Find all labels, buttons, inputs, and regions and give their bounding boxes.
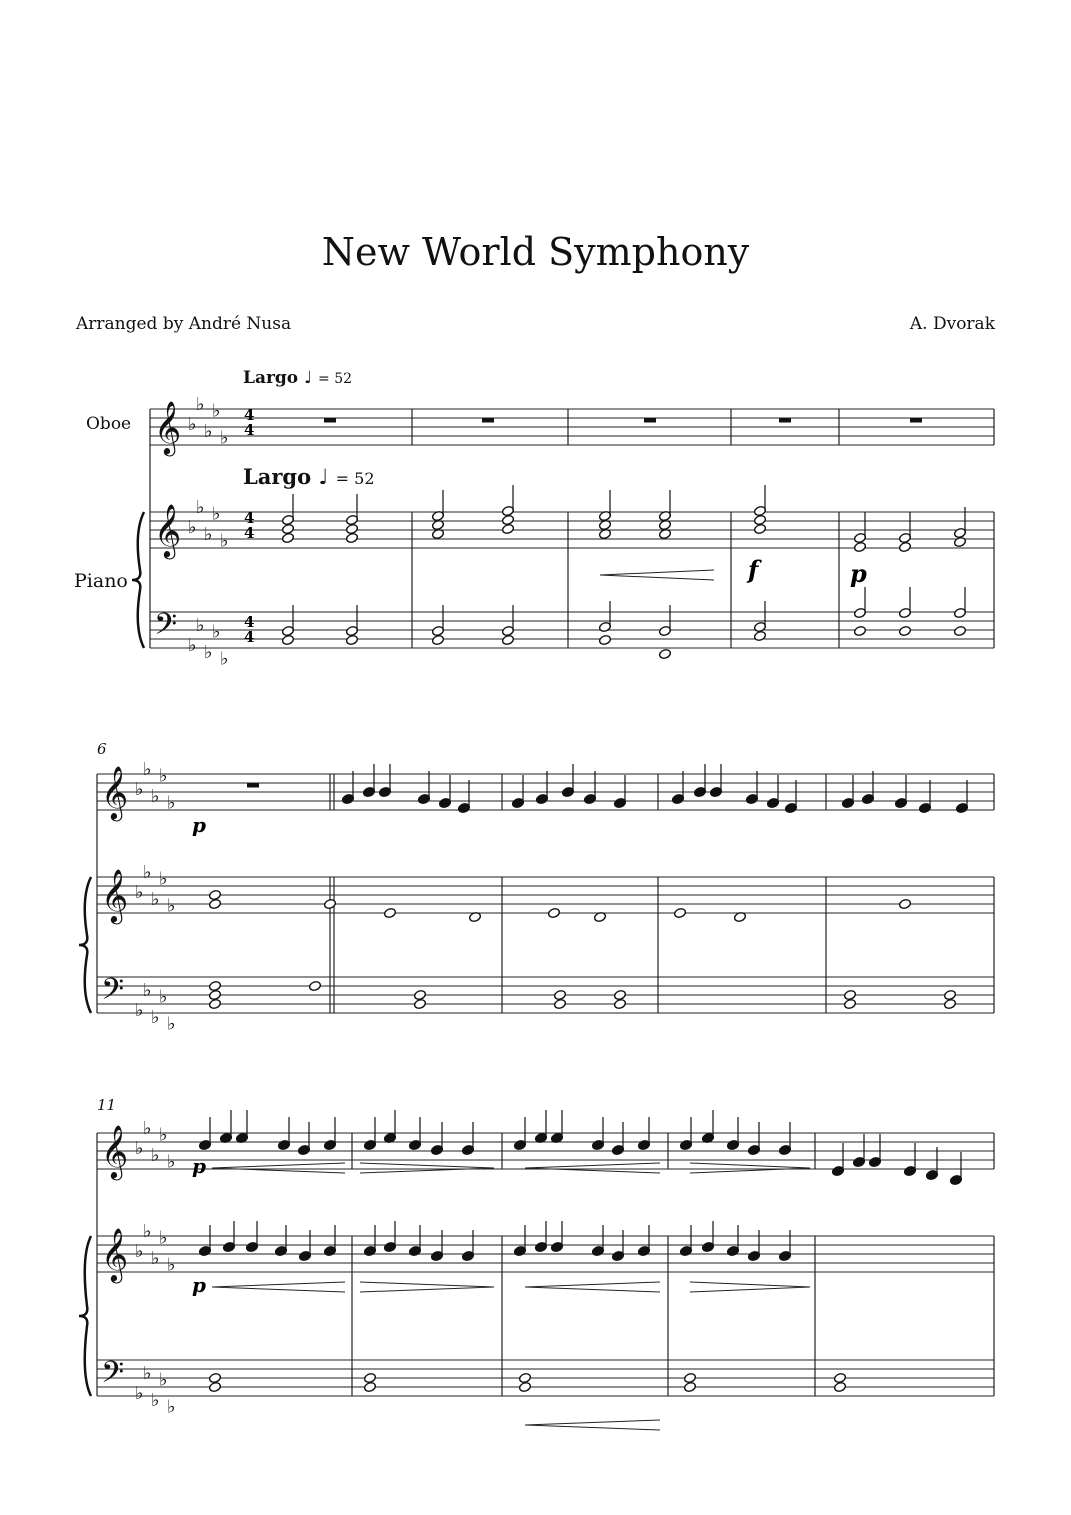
flat-icon: ♭ xyxy=(212,503,221,525)
flat-icon: ♭ xyxy=(143,1220,152,1242)
notehead xyxy=(898,625,911,636)
notehead xyxy=(208,998,221,1009)
flat-icon: ♭ xyxy=(167,792,176,814)
tempo-word: Largo xyxy=(243,464,312,489)
crescendo-hairpin xyxy=(525,1163,660,1173)
notehead xyxy=(673,907,686,918)
notehead xyxy=(208,989,221,1000)
notehead xyxy=(553,998,566,1009)
oboe-label: Oboe xyxy=(86,414,132,434)
crescendo-hairpin xyxy=(525,1420,660,1430)
notehead xyxy=(843,998,856,1009)
flat-icon: ♭ xyxy=(143,758,152,780)
flat-icon: ♭ xyxy=(167,895,176,917)
crescendo-hairpin xyxy=(212,1163,345,1173)
notehead xyxy=(658,648,671,659)
dynamic-piano: p xyxy=(192,813,206,837)
notehead xyxy=(413,989,426,1000)
dynamic-piano: p xyxy=(192,1273,206,1297)
flat-icon: ♭ xyxy=(220,648,229,670)
notehead xyxy=(843,989,856,1000)
flat-icon: ♭ xyxy=(167,1396,176,1418)
page-title: New World Symphony xyxy=(321,230,750,274)
whole-rest-icon xyxy=(482,418,494,423)
metronome-note-glyph: ♩ xyxy=(318,465,329,489)
notehead xyxy=(281,634,294,645)
notehead xyxy=(683,1381,696,1392)
flat-icon: ♭ xyxy=(135,779,144,800)
flat-icon: ♭ xyxy=(196,393,205,415)
time-sig-top: 4 xyxy=(244,613,255,631)
brace-icon xyxy=(79,877,91,1013)
diminuendo-hairpin xyxy=(360,1163,494,1173)
whole-rest-icon xyxy=(644,418,656,423)
whole-rest-icon xyxy=(247,783,259,788)
time-sig-bottom: 4 xyxy=(244,421,255,439)
notehead xyxy=(208,1372,221,1383)
bass-clef-icon: 𝄢 xyxy=(101,1356,125,1397)
flat-icon: ♭ xyxy=(167,1254,176,1276)
composer-credit: A. Dvorak xyxy=(909,314,995,334)
notehead xyxy=(943,998,956,1009)
notehead xyxy=(898,541,911,552)
treble-clef-icon: 𝄞 xyxy=(154,400,182,454)
time-signature-oboe xyxy=(244,406,254,439)
time-sig-top: 4 xyxy=(244,509,255,527)
notehead xyxy=(833,1381,846,1392)
notehead xyxy=(898,898,911,909)
notehead xyxy=(281,532,294,543)
hairpins xyxy=(212,570,810,1430)
diminuendo-hairpin xyxy=(690,1163,810,1173)
diminuendo-hairpin xyxy=(690,1282,810,1292)
flat-icon: ♭ xyxy=(204,641,213,663)
treble-clef-icon: 𝄞 xyxy=(101,1227,129,1281)
metronome-value: = 52 xyxy=(318,371,353,387)
flat-icon: ♭ xyxy=(188,635,197,656)
flat-icon: ♭ xyxy=(188,517,197,538)
notehead xyxy=(753,630,766,641)
notehead xyxy=(853,541,866,552)
flat-icon: ♭ xyxy=(143,979,152,1001)
notehead xyxy=(853,625,866,636)
notehead xyxy=(953,536,966,547)
notehead xyxy=(613,989,626,1000)
flat-icon: ♭ xyxy=(159,765,168,787)
notehead xyxy=(345,634,358,645)
notehead xyxy=(833,1372,846,1383)
notehead xyxy=(501,523,514,534)
notehead xyxy=(501,514,514,525)
dynamic-piano: p xyxy=(850,559,867,588)
flat-icon: ♭ xyxy=(135,1383,144,1404)
whole-rest-icon xyxy=(910,418,922,423)
time-sig-bottom: 4 xyxy=(244,524,255,542)
notehead xyxy=(547,907,560,918)
flat-icon: ♭ xyxy=(151,785,160,807)
treble-clef-icon: 𝄞 xyxy=(154,503,182,557)
flat-icon: ♭ xyxy=(167,1013,176,1035)
measure-number-system-3: 11 xyxy=(97,1096,117,1114)
whole-rests xyxy=(247,418,922,788)
flat-icon: ♭ xyxy=(167,1151,176,1173)
notehead xyxy=(518,1372,531,1383)
metronome-value: = 52 xyxy=(335,469,375,488)
flat-icon: ♭ xyxy=(151,1389,160,1411)
flat-icon: ♭ xyxy=(135,1138,144,1159)
notehead xyxy=(553,989,566,1000)
brace-icon xyxy=(79,1236,91,1396)
flat-icon: ♭ xyxy=(196,614,205,636)
arranger-credit: Arranged by André Nusa xyxy=(76,314,292,334)
flat-icon: ♭ xyxy=(196,496,205,518)
notehead xyxy=(281,523,294,534)
crescendo-hairpin xyxy=(600,570,714,580)
notehead xyxy=(345,532,358,543)
notehead xyxy=(383,907,396,918)
dynamic-piano: p xyxy=(192,1154,206,1178)
time-signature-piano-lh xyxy=(244,613,254,646)
notehead xyxy=(753,514,766,525)
bass-clef-icon: 𝄢 xyxy=(154,608,178,649)
diminuendo-hairpin xyxy=(360,1282,494,1292)
notehead xyxy=(598,634,611,645)
flat-icon: ♭ xyxy=(143,1117,152,1139)
notehead xyxy=(208,898,221,909)
flat-icon: ♭ xyxy=(159,1227,168,1249)
notehead xyxy=(431,634,444,645)
bass-clef-icon: 𝄢 xyxy=(101,973,125,1014)
whole-rest-icon xyxy=(324,418,336,423)
notehead xyxy=(363,1372,376,1383)
flat-icon: ♭ xyxy=(204,420,213,442)
brace-icon xyxy=(132,512,144,648)
tempo-word: Largo xyxy=(243,368,299,388)
crescendo-hairpin xyxy=(525,1282,660,1292)
flat-icon: ♭ xyxy=(188,414,197,435)
flat-icon: ♭ xyxy=(212,400,221,422)
notehead xyxy=(683,1372,696,1383)
notehead xyxy=(208,1381,221,1392)
time-signature-piano-rh xyxy=(244,509,254,542)
measure-number-system-2: 6 xyxy=(97,740,107,758)
flat-icon: ♭ xyxy=(143,1362,152,1384)
flat-icon: ♭ xyxy=(220,427,229,449)
flat-icon: ♭ xyxy=(212,621,221,643)
flat-icon: ♭ xyxy=(151,1247,160,1269)
flat-icon: ♭ xyxy=(159,868,168,890)
whole-rest-icon xyxy=(779,418,791,423)
notehead xyxy=(345,523,358,534)
flat-icon: ♭ xyxy=(159,1369,168,1391)
flat-icon: ♭ xyxy=(204,523,213,545)
time-sig-bottom: 4 xyxy=(244,628,255,646)
crescendo-hairpin xyxy=(212,1282,345,1292)
notehead xyxy=(518,1381,531,1392)
notehead xyxy=(308,980,321,991)
notehead xyxy=(613,998,626,1009)
treble-clef-icon: 𝄞 xyxy=(101,1124,129,1178)
treble-clef-icon: 𝄞 xyxy=(101,868,129,922)
notehead xyxy=(753,523,766,534)
metronome-note-glyph: ♩ xyxy=(304,368,313,388)
flat-icon: ♭ xyxy=(159,986,168,1008)
flat-icon: ♭ xyxy=(151,888,160,910)
notehead xyxy=(413,998,426,1009)
dynamic-forte: f xyxy=(748,555,759,584)
flat-icon: ♭ xyxy=(143,861,152,883)
notehead xyxy=(208,889,221,900)
flat-icon: ♭ xyxy=(135,882,144,903)
flat-icon: ♭ xyxy=(151,1144,160,1166)
notehead xyxy=(363,1381,376,1392)
time-sig-top: 4 xyxy=(244,406,255,424)
notehead xyxy=(943,989,956,1000)
treble-clef-icon: 𝄞 xyxy=(101,765,129,819)
piano-label: Piano xyxy=(74,570,128,592)
notehead xyxy=(501,634,514,645)
flat-icon: ♭ xyxy=(151,1006,160,1028)
notehead xyxy=(953,625,966,636)
flat-icon: ♭ xyxy=(135,1241,144,1262)
flat-icon: ♭ xyxy=(135,1000,144,1021)
notehead xyxy=(208,980,221,991)
flat-icon: ♭ xyxy=(220,530,229,552)
flat-icon: ♭ xyxy=(159,1124,168,1146)
